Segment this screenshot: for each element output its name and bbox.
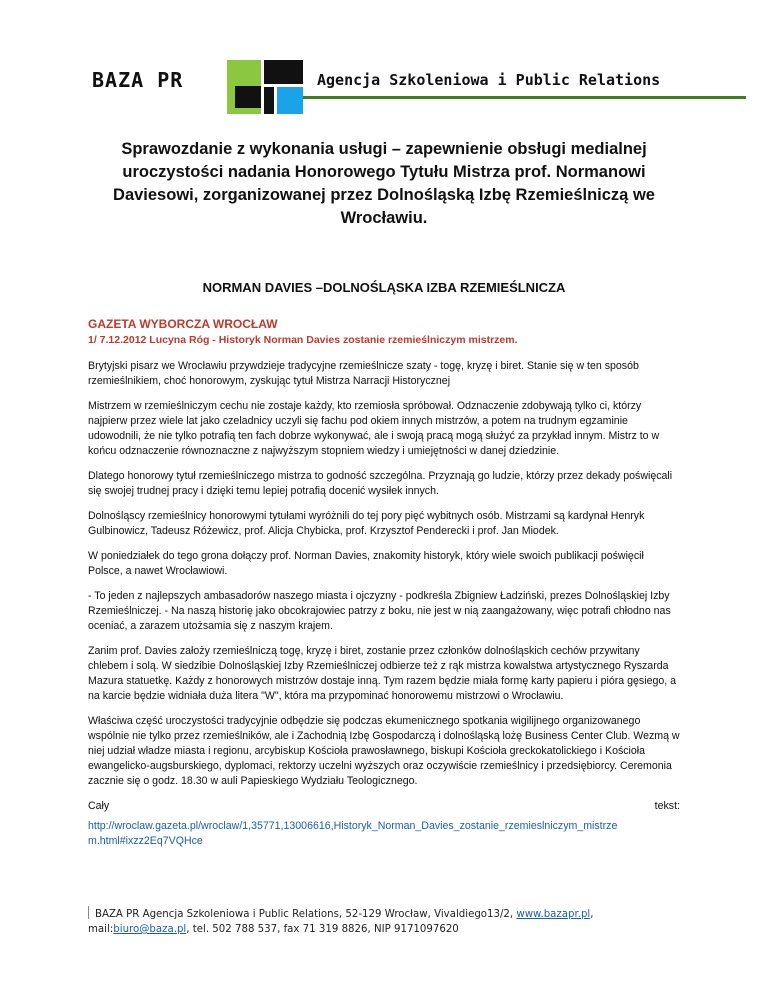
email-link[interactable]: biuro@baza.pl <box>113 924 187 935</box>
paragraph: Mistrzem w rzemieślniczym cechu nie zostaje każdy, kto rzemiosła spróbował. Odznaczenie zdobywają tylko ci, którzy najpierw przez wiele lat jako czeladnicy uczyli się fachu pod okiem innych mistrzów, a potem na trudnym egzaminie udowodnili, że nie tylko potrafią ten fach dobrze wykonywać, ale i swoją pracą mogą służyć za przykład innym. Mistrz to w końcu odznaczenie równoznaczne z najwyższym stopniem wiedzy i umiejętności w danej dziedzinie. <box>88 400 660 457</box>
report-title: Sprawozdanie z wykonania usługi – zapewnienie obsługi medialnej uroczystości nadania Honorowego Tytułu Mistrza prof. Normanowi Daviesowi, zorganizowanej przez Dolnośląską Izbę Rzemieślniczą we Wrocławiu. <box>113 140 655 227</box>
footer-line-contact <box>88 922 688 937</box>
footer-line-address <box>88 906 688 922</box>
full-text-label-right: tekst: <box>654 800 680 812</box>
paragraph: Właściwa część uroczystości tradycyjnie odbędzie się podczas ekumenicznego spotkania wigilijnego organizowanego wspólnie nie tylko przez rzemieślników, ale i Zachodnią Izbę Gospodarczą i dolnośląską lożę Business Center Club. Wezmą w niej udział władze miasta i regionu, arcybiskup Kościoła prawosławnego, biskupi Kościoła greckokatolickiego i Kościoła ewangelicko-augsburskiego, dyplomaci, rektorzy uczelni wyższych oraz oczywiście rzemieślnicy i przedsiębiorcy. Ceremonia zacznie się o godz. 18.30 w auli Papieskiego Wydziału Teologicznego. <box>88 715 680 787</box>
logo <box>227 60 303 114</box>
agency-tagline: Agencja Szkoleniowa i Public Relations <box>317 71 661 89</box>
footnote-separator <box>88 906 89 919</box>
full-text-label <box>88 799 680 814</box>
full-text-label-left: Cały <box>88 800 110 812</box>
paragraph: Dolnośląscy rzemieślnicy honorowymi tytułami wyróżnili do tej pory pięć wybitnych osób. Mistrzami są kardynał Henryk Gulbinowicz, Tadeusz Różewicz, prof. Alicja Chybicka, prof. Krzysztof Penderecki i prof. Jan Miodek. <box>88 510 645 537</box>
article-link[interactable]: http://wroclaw.gazeta.pl/wroclaw/1,35771,13006616,Historyk_Norman_Davies_zostanie_rzemieslniczym_mistrze m.html#ixzz2Eq7VQHce <box>88 820 618 847</box>
footer <box>88 906 688 937</box>
section-heading: NORMAN DAVIES –DOLNOŚLĄSKA IZBA RZEMIEŚLNICZA <box>202 280 566 295</box>
footer-contact: , tel. 502 788 537, fax 71 319 8826, NIP 9171097620 <box>186 924 459 935</box>
paragraph: Brytyjski pisarz we Wrocławiu przywdzieje tradycyjne rzemieślnicze szaty - togę, kryzę i biret. Stanie się w ten sposób rzemieślnikiem, choć honorowym, zyskując tytuł Mistrza Narracji Historycznej <box>88 360 639 387</box>
brand-name: BAZA PR <box>92 68 184 92</box>
header-rule <box>303 96 746 99</box>
footer-address: BAZA PR Agencja Szkoleniowa i Public Relations, 52-129 Wrocław, Vivaldiego13/2, <box>95 909 517 920</box>
paragraph: W poniedziałek do tego grona dołączy prof. Norman Davies, znakomity historyk, który wiele swoich publikacji poświęcił Polsce, a nawet Wrocławiowi. <box>88 550 644 577</box>
footer-comma: , <box>590 909 594 920</box>
source-name: GAZETA WYBORCZA WROCŁAW <box>88 317 278 331</box>
article-headline: 1/ 7.12.2012 Lucyna Róg - Historyk Norman Davies zostanie rzemieślniczym mistrzem. <box>88 334 518 346</box>
footer-mail-prefix: mail: <box>88 924 114 935</box>
paragraph: - To jeden z najlepszych ambasadorów naszego miasta i ojczyzny - podkreśla Zbigniew Ładziński, prezes Dolnośląskiej Izby Rzemieślniczej. - Na naszą historię jako obcokrajowiec patrzy z boku, nie jest w nią zaangażowany, więc potrafi chłodno nas oceniać, a zarazem utożsamia się z naszym krajem. <box>88 590 671 632</box>
paragraph: Dlatego honorowy tytuł rzemieślniczego mistrza to godność szczególna. Przyznają go ludzie, którzy przez dekady poświęcali się swojej trudnej pracy i dzięki temu lepiej potrafią docenić wysiłek innych. <box>88 470 673 497</box>
letterhead <box>80 60 680 112</box>
logo-blue-block <box>277 87 303 114</box>
logo-black-block-small <box>264 87 274 114</box>
logo-black-block-left <box>235 86 261 108</box>
logo-black-block-top <box>264 60 303 84</box>
paragraph: Zanim prof. Davies założy rzemieślniczą togę, kryzę i biret, zostanie przez członków dolnośląskich cechów przywitany chlebem i solą. W siedzibie Dolnośląskiej Izby Rzemieślniczej odbierze też z rąk mistrza kowalstwa artystycznego Ryszarda Mazura statuetkę. Każdy z honorowych mistrzów dostaje inną. Tym razem będzie miała formę karty papieru i pióra gęsiego, a na karcie będzie widniała duża litera "W", która ma przypominać honorowemu mistrzowi o Wrocławiu. <box>88 645 677 702</box>
article-body <box>88 359 680 859</box>
website-link[interactable]: www.bazapr.pl <box>516 909 591 920</box>
